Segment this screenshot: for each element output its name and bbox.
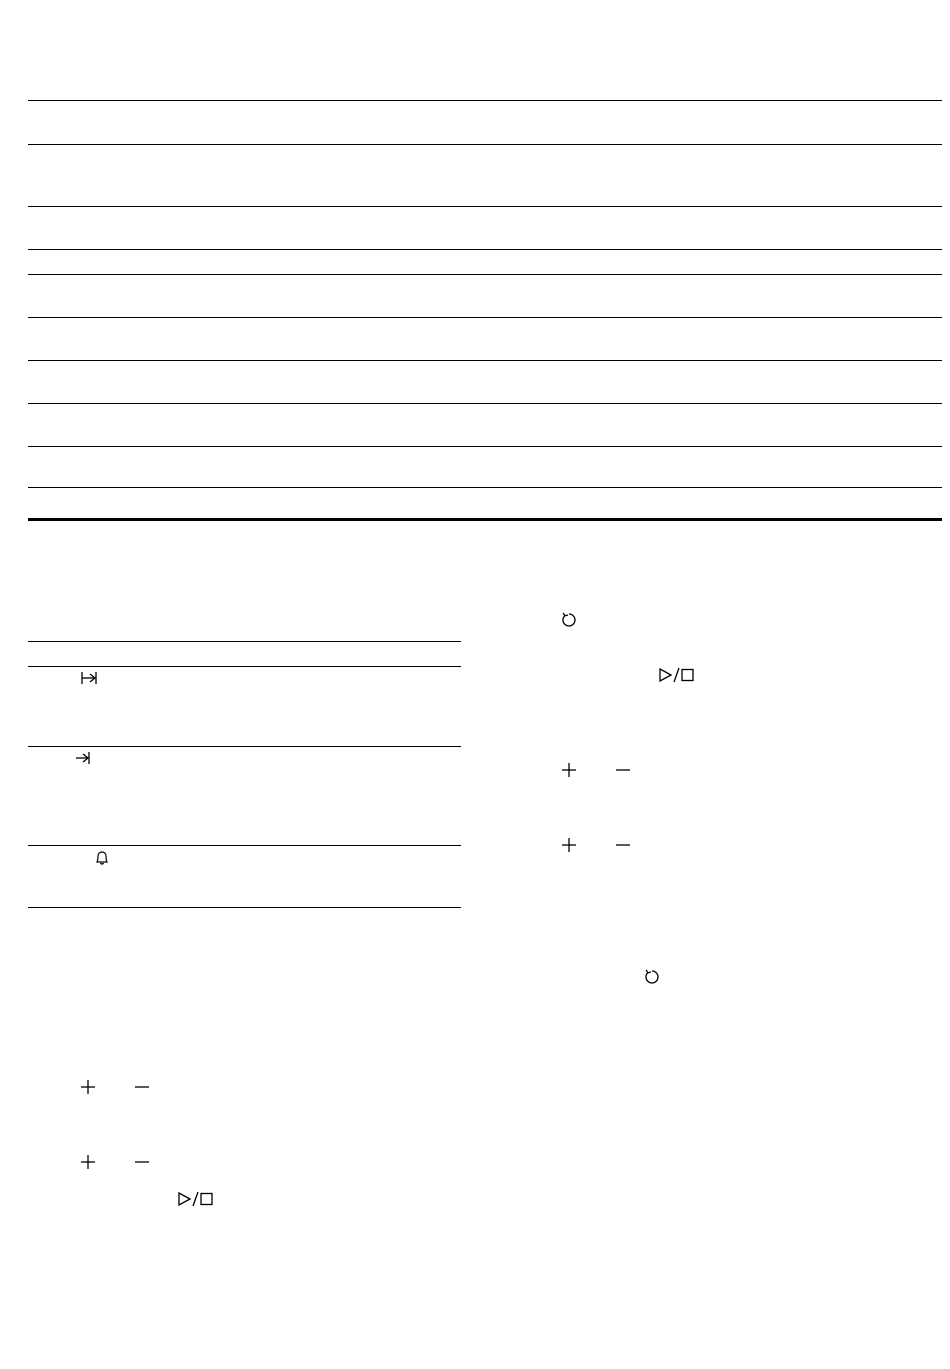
table-rule: [28, 360, 942, 361]
minus-icon: [134, 1154, 150, 1170]
table-rule: [28, 907, 461, 908]
plus-icon: [80, 1154, 96, 1170]
section-divider: [28, 518, 942, 521]
table-rule: [28, 666, 461, 667]
table-rule: [28, 746, 461, 747]
minus-icon: [134, 1079, 150, 1095]
table-rule: [28, 641, 461, 642]
end-time-icon: [76, 751, 90, 765]
start-stop-icon: [658, 667, 694, 683]
minus-icon: [615, 837, 631, 853]
reset-icon: [644, 969, 660, 985]
table-rule: [28, 317, 942, 318]
plus-icon: [80, 1079, 96, 1095]
minus-icon: [615, 762, 631, 778]
table-rule: [28, 403, 942, 404]
table-rule: [28, 144, 942, 145]
cooking-time-icon: [81, 671, 97, 685]
table-rule: [28, 446, 942, 447]
table-rule: [28, 249, 942, 250]
plus-icon: [561, 762, 577, 778]
table-rule: [28, 100, 942, 101]
table-rule: [28, 487, 942, 488]
table-rule: [28, 206, 942, 207]
table-rule: [28, 845, 461, 846]
table-rule: [28, 274, 942, 275]
start-stop-icon: [177, 1191, 213, 1207]
timer-bell-icon: [94, 850, 110, 866]
plus-icon: [561, 837, 577, 853]
reset-icon: [561, 612, 577, 628]
